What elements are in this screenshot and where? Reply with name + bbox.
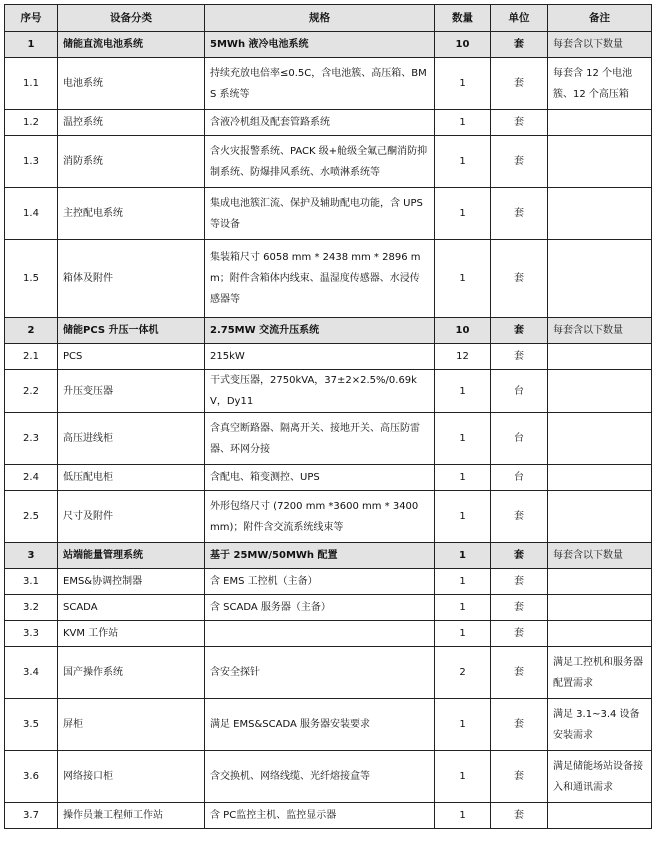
cell-unit: 套 xyxy=(491,240,548,318)
cell-no: 3.3 xyxy=(5,621,58,647)
cell-no: 3 xyxy=(5,543,58,569)
cell-remark xyxy=(548,465,652,491)
header-spec: 规格 xyxy=(205,5,435,32)
table-row xyxy=(5,344,652,370)
cell-no: 2.5 xyxy=(5,491,58,543)
table-row xyxy=(5,370,652,413)
cell-qty: 10 xyxy=(435,318,491,344)
cell-remark xyxy=(548,188,652,240)
cell-unit: 套 xyxy=(491,621,548,647)
table-row xyxy=(5,751,652,803)
cell-qty: 1 xyxy=(435,569,491,595)
equipment-table-container xyxy=(4,4,652,829)
header-remark: 备注 xyxy=(548,5,652,32)
table-row xyxy=(5,240,652,318)
cell-spec: 含 PC监控主机、监控显示器 xyxy=(205,803,435,829)
cell-category: 站端能量管理系统 xyxy=(58,543,205,569)
cell-category: 国产操作系统 xyxy=(58,647,205,699)
cell-category: 箱体及附件 xyxy=(58,240,205,318)
cell-category: 储能直流电池系统 xyxy=(58,32,205,58)
cell-category: 低压配电柜 xyxy=(58,465,205,491)
cell-remark xyxy=(548,136,652,188)
table-row xyxy=(5,595,652,621)
cell-remark: 满足储能场站设备接入和通讯需求 xyxy=(548,751,652,803)
cell-qty: 1 xyxy=(435,110,491,136)
cell-qty: 1 xyxy=(435,621,491,647)
cell-category: 主控配电系统 xyxy=(58,188,205,240)
cell-category: SCADA xyxy=(58,595,205,621)
cell-unit: 套 xyxy=(491,188,548,240)
cell-unit: 套 xyxy=(491,110,548,136)
cell-unit: 套 xyxy=(491,803,548,829)
cell-remark: 每套含以下数量 xyxy=(548,543,652,569)
cell-remark xyxy=(548,569,652,595)
group-row xyxy=(5,32,652,58)
table-row xyxy=(5,647,652,699)
table-row xyxy=(5,569,652,595)
cell-no: 1 xyxy=(5,32,58,58)
cell-qty: 1 xyxy=(435,188,491,240)
cell-category: 温控系统 xyxy=(58,110,205,136)
cell-qty: 1 xyxy=(435,699,491,751)
cell-remark: 满足 3.1~3.4 设备安装需求 xyxy=(548,699,652,751)
cell-remark xyxy=(548,491,652,543)
table-row xyxy=(5,621,652,647)
cell-remark xyxy=(548,413,652,465)
cell-spec: 持续充放电倍率≤0.5C，含电池簇、高压箱、BMS 系统等 xyxy=(205,58,435,110)
header-no: 序号 xyxy=(5,5,58,32)
cell-remark xyxy=(548,240,652,318)
cell-category: 网络接口柜 xyxy=(58,751,205,803)
table-row xyxy=(5,465,652,491)
cell-no: 3.6 xyxy=(5,751,58,803)
table-row xyxy=(5,188,652,240)
cell-spec: 含 EMS 工控机（主备） xyxy=(205,569,435,595)
header-category: 设备分类 xyxy=(58,5,205,32)
cell-category: EMS&协调控制器 xyxy=(58,569,205,595)
cell-qty: 1 xyxy=(435,240,491,318)
cell-unit: 套 xyxy=(491,32,548,58)
cell-qty: 1 xyxy=(435,370,491,413)
cell-unit: 套 xyxy=(491,569,548,595)
cell-qty: 1 xyxy=(435,803,491,829)
cell-qty: 1 xyxy=(435,491,491,543)
cell-qty: 1 xyxy=(435,58,491,110)
cell-spec: 2.75MW 交流升压系统 xyxy=(205,318,435,344)
cell-spec: 215kW xyxy=(205,344,435,370)
table-row xyxy=(5,699,652,751)
cell-category: 操作员兼工程师工作站 xyxy=(58,803,205,829)
cell-spec: 含液冷机组及配套管路系统 xyxy=(205,110,435,136)
table-row xyxy=(5,491,652,543)
cell-spec: 集成电池簇汇流、保护及辅助配电功能，含 UPS 等设备 xyxy=(205,188,435,240)
cell-qty: 1 xyxy=(435,413,491,465)
cell-remark xyxy=(548,803,652,829)
cell-spec: 含真空断路器、隔离开关、接地开关、高压防雷器、环网分接 xyxy=(205,413,435,465)
table-row xyxy=(5,58,652,110)
cell-spec: 集装箱尺寸 6058 mm * 2438 mm * 2896 mm；附件含箱体内线束、温湿度传感器、水浸传感器等 xyxy=(205,240,435,318)
cell-unit: 套 xyxy=(491,595,548,621)
group-row xyxy=(5,318,652,344)
cell-unit: 套 xyxy=(491,58,548,110)
cell-no: 1.4 xyxy=(5,188,58,240)
cell-unit: 套 xyxy=(491,543,548,569)
cell-spec: 满足 EMS&SCADA 服务器安装要求 xyxy=(205,699,435,751)
cell-no: 3.4 xyxy=(5,647,58,699)
cell-remark: 每套含 12 个电池簇、12 个高压箱 xyxy=(548,58,652,110)
cell-no: 2.1 xyxy=(5,344,58,370)
cell-spec: 基于 25MW/50MWh 配置 xyxy=(205,543,435,569)
cell-remark xyxy=(548,344,652,370)
cell-remark xyxy=(548,110,652,136)
cell-spec: 含配电、箱变测控、UPS xyxy=(205,465,435,491)
cell-remark: 每套含以下数量 xyxy=(548,318,652,344)
cell-qty: 1 xyxy=(435,751,491,803)
cell-spec: 含安全探针 xyxy=(205,647,435,699)
cell-category: PCS xyxy=(58,344,205,370)
cell-no: 2.3 xyxy=(5,413,58,465)
cell-no: 3.2 xyxy=(5,595,58,621)
cell-unit: 套 xyxy=(491,491,548,543)
cell-spec: 外形包络尺寸 (7200 mm *3600 mm * 3400 mm)；附件含交流系统线束等 xyxy=(205,491,435,543)
cell-no: 2 xyxy=(5,318,58,344)
table-row xyxy=(5,803,652,829)
table-row xyxy=(5,110,652,136)
cell-unit: 台 xyxy=(491,465,548,491)
table-row xyxy=(5,413,652,465)
cell-no: 2.4 xyxy=(5,465,58,491)
cell-no: 3.1 xyxy=(5,569,58,595)
cell-remark: 满足工控机和服务器配置需求 xyxy=(548,647,652,699)
cell-unit: 套 xyxy=(491,751,548,803)
cell-unit: 台 xyxy=(491,413,548,465)
cell-no: 2.2 xyxy=(5,370,58,413)
cell-category: 尺寸及附件 xyxy=(58,491,205,543)
cell-unit: 套 xyxy=(491,647,548,699)
header-row xyxy=(5,5,652,32)
cell-category: 屏柜 xyxy=(58,699,205,751)
header-unit: 单位 xyxy=(491,5,548,32)
cell-remark xyxy=(548,595,652,621)
cell-no: 1.1 xyxy=(5,58,58,110)
cell-category: 高压进线柜 xyxy=(58,413,205,465)
cell-spec: 含火灾报警系统、PACK 级+舱级全氟己酮消防抑制系统、防爆排风系统、水喷淋系统等 xyxy=(205,136,435,188)
cell-unit: 套 xyxy=(491,344,548,370)
cell-spec xyxy=(205,621,435,647)
cell-no: 3.5 xyxy=(5,699,58,751)
cell-no: 1.3 xyxy=(5,136,58,188)
cell-category: 电池系统 xyxy=(58,58,205,110)
cell-spec: 干式变压器，2750kVA，37±2×2.5%/0.69kV，Dy11 xyxy=(205,370,435,413)
cell-qty: 12 xyxy=(435,344,491,370)
cell-unit: 套 xyxy=(491,136,548,188)
cell-category: 消防系统 xyxy=(58,136,205,188)
cell-qty: 1 xyxy=(435,465,491,491)
cell-qty: 1 xyxy=(435,136,491,188)
header-qty: 数量 xyxy=(435,5,491,32)
cell-qty: 1 xyxy=(435,543,491,569)
cell-spec: 5MWh 液冷电池系统 xyxy=(205,32,435,58)
cell-spec: 含 SCADA 服务器（主备） xyxy=(205,595,435,621)
cell-remark xyxy=(548,621,652,647)
cell-unit: 套 xyxy=(491,699,548,751)
cell-unit: 台 xyxy=(491,370,548,413)
table-row xyxy=(5,136,652,188)
cell-no: 1.5 xyxy=(5,240,58,318)
cell-no: 3.7 xyxy=(5,803,58,829)
cell-spec: 含交换机、网络线缆、光纤熔接盒等 xyxy=(205,751,435,803)
cell-unit: 套 xyxy=(491,318,548,344)
cell-qty: 1 xyxy=(435,595,491,621)
cell-category: KVM 工作站 xyxy=(58,621,205,647)
cell-qty: 2 xyxy=(435,647,491,699)
cell-remark xyxy=(548,370,652,413)
group-row xyxy=(5,543,652,569)
cell-remark: 每套含以下数量 xyxy=(548,32,652,58)
cell-category: 升压变压器 xyxy=(58,370,205,413)
cell-category: 储能PCS 升压一体机 xyxy=(58,318,205,344)
cell-no: 1.2 xyxy=(5,110,58,136)
cell-qty: 10 xyxy=(435,32,491,58)
equipment-list-table xyxy=(4,4,652,829)
